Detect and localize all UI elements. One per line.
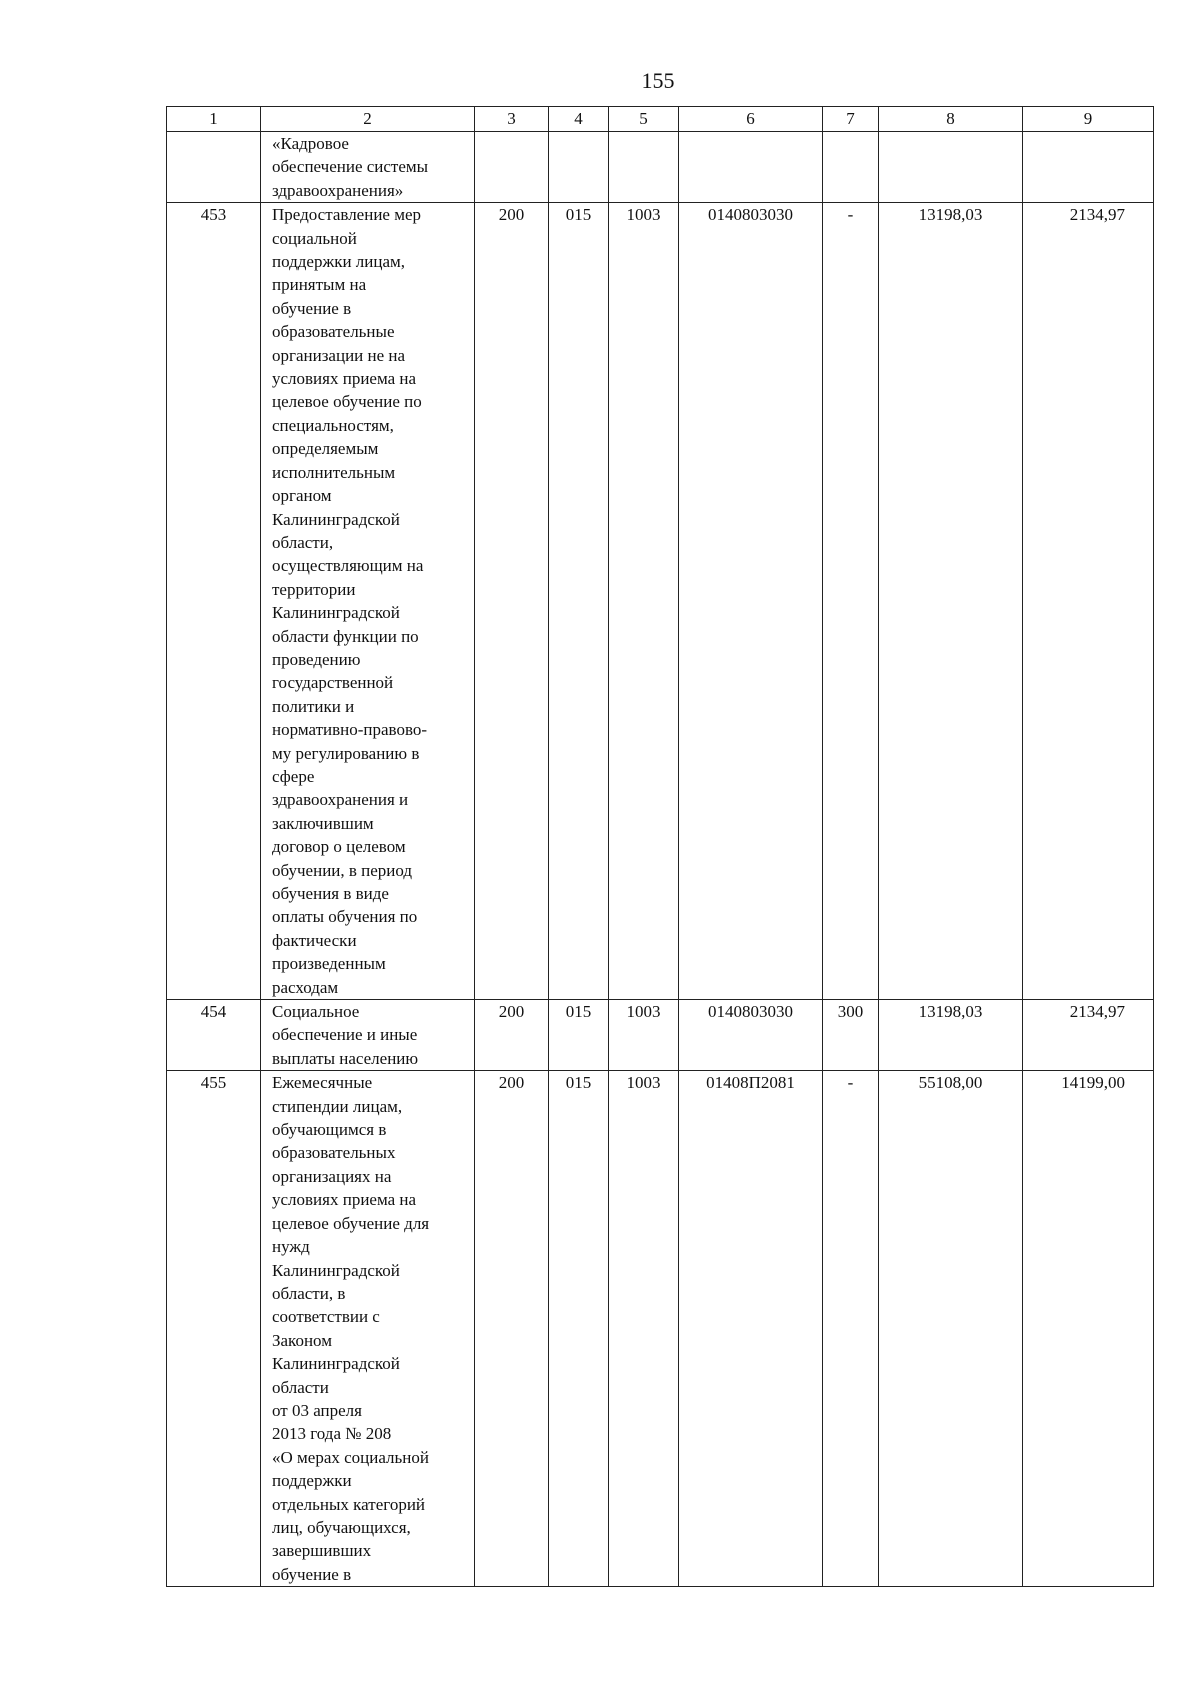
code-cell: 0140803030 (679, 203, 823, 1000)
row-number-cell: 454 (167, 1000, 261, 1071)
table-row (167, 203, 1154, 1000)
header-cell: 9 (1023, 107, 1154, 132)
amount-cell: 55108,00 (879, 1071, 1023, 1587)
table-row (167, 132, 1154, 203)
table-header-row (167, 107, 1154, 132)
row-number-cell: 453 (167, 203, 261, 1000)
amount-cell: 13198,03 (879, 1000, 1023, 1071)
code-cell (549, 132, 609, 203)
amount-cell: 2134,97 (1023, 203, 1154, 1000)
code-cell: 200 (475, 203, 549, 1000)
amount-cell (879, 132, 1023, 203)
header-cell: 5 (609, 107, 679, 132)
amount-cell: 13198,03 (879, 203, 1023, 1000)
code-cell: 300 (823, 1000, 879, 1071)
header-cell: 7 (823, 107, 879, 132)
code-cell: 200 (475, 1071, 549, 1587)
page-number: 155 (641, 68, 675, 93)
header-cell: 2 (261, 107, 475, 132)
table-row (167, 1071, 1154, 1587)
description-cell: «Кадровое обеспечение системы здравоохранения» (261, 132, 475, 203)
budget-table (166, 106, 1154, 1587)
code-cell (609, 132, 679, 203)
code-cell: 015 (549, 1071, 609, 1587)
amount-cell: 14199,00 (1023, 1071, 1154, 1587)
table-row (167, 1000, 1154, 1071)
row-number-cell: 455 (167, 1071, 261, 1587)
header-cell: 6 (679, 107, 823, 132)
code-cell: 01408П2081 (679, 1071, 823, 1587)
description-cell: Социальное обеспечение и иные выплаты населению (261, 1000, 475, 1071)
code-cell (679, 132, 823, 203)
code-cell: 015 (549, 203, 609, 1000)
amount-cell (1023, 132, 1154, 203)
code-cell: - (823, 1071, 879, 1587)
code-cell: 1003 (609, 1000, 679, 1071)
header-cell: 4 (549, 107, 609, 132)
code-cell: - (823, 203, 879, 1000)
row-number-cell (167, 132, 261, 203)
description-cell: Предоставление мер социальной поддержки лицам, принятым на обучение в образовательные организации не на условиях приема на целевое обучение по специальностям, определяемым исполнительным органом Калининградской области, осуществляющим на территории Калининградской области функции по проведению государственной политики и нормативно-правово- му регулированию в сфере здравоохранения и заключившим договор о целевом обучении, в период обучения в виде оплаты обучения по фактически произведенным расходам (261, 203, 475, 1000)
header-cell: 3 (475, 107, 549, 132)
description-cell: Ежемесячные стипендии лицам, обучающимся в образовательных организациях на условиях приема на целевое обучение для нужд Калининградской области, в соответствии с Законом Калининградской области от 03 апреля 2013 года № 208 «О мерах социальной поддержки отдельных категорий лиц, обучающихся, завершивших обучение в (261, 1071, 475, 1587)
code-cell: 1003 (609, 1071, 679, 1587)
header-cell: 8 (879, 107, 1023, 132)
code-cell: 200 (475, 1000, 549, 1071)
header-cell: 1 (167, 107, 261, 132)
code-cell (823, 132, 879, 203)
code-cell: 015 (549, 1000, 609, 1071)
code-cell (475, 132, 549, 203)
code-cell: 1003 (609, 203, 679, 1000)
code-cell: 0140803030 (679, 1000, 823, 1071)
amount-cell: 2134,97 (1023, 1000, 1154, 1071)
